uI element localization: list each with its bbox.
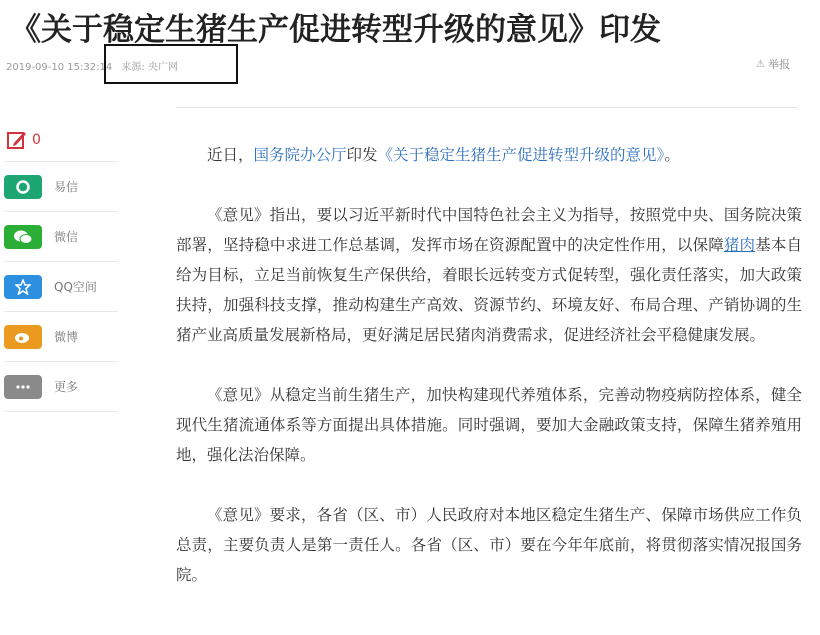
link-opinion-document[interactable]: 《关于稳定生猪生产促进转型升级的意见》: [377, 146, 665, 164]
paragraph-text: 印发: [346, 146, 378, 164]
article-source: 来源: 央广网: [121, 62, 178, 73]
share-sidebar: [4, 118, 118, 412]
paragraph-1: [176, 140, 802, 170]
qzone-star-icon: [4, 275, 42, 299]
more-dots-icon: [4, 375, 42, 399]
report-button[interactable]: [756, 56, 790, 72]
wechat-icon: [4, 225, 42, 249]
link-pork[interactable]: 猪肉: [723, 236, 756, 254]
share-label: 微信: [54, 230, 79, 244]
paragraph-text: 近日，: [207, 146, 254, 164]
comment-edit-icon: [6, 129, 28, 151]
paragraph-text: 《意见》指出，要以习近平新时代中国特色社会主义为指导，按照党中央、国务院决策部署，坚持稳中求进工作总基调，发挥市场在资源配置中的决定性作用，以保障: [176, 206, 802, 254]
report-label: 举报: [768, 58, 790, 71]
paragraph-text: 。: [664, 146, 680, 164]
paragraph-3: 《意见》从稳定当前生猪生产，加快构建现代养殖体系，完善动物疫病防控体系，健全现代生猪流通体系等方面提出具体措施。同时强调，要加大金融政策支持，保障生猪养殖用地，强化法治保障。: [176, 386, 802, 464]
link-state-council-office[interactable]: 国务院办公厅: [253, 146, 347, 164]
divider: [176, 107, 798, 108]
paragraph-4: 《意见》要求，各省（区、市）人民政府对本地区稳定生猪生产、保障市场供应工作负总责，主要负责人是第一责任人。各省（区、市）要在今年年底前，将贯彻落实情况报国务院。: [176, 506, 802, 584]
share-label: 易信: [54, 180, 79, 194]
yixin-icon: [4, 175, 42, 199]
share-weibo[interactable]: [4, 312, 118, 362]
share-qzone[interactable]: [4, 262, 118, 312]
publish-datetime: 2019-09-10 15:32:14: [6, 62, 113, 73]
share-wechat[interactable]: [4, 212, 118, 262]
comment-count: 0: [32, 131, 41, 148]
warning-icon: ⚠: [756, 58, 765, 70]
share-more[interactable]: [4, 362, 118, 412]
share-label: QQ空间: [54, 280, 97, 294]
paragraph-2: [176, 200, 802, 350]
highlight-box: [104, 44, 238, 84]
comment-button[interactable]: [4, 118, 118, 162]
share-label: 更多: [54, 380, 79, 394]
share-label: 微博: [54, 330, 79, 344]
article-headline: 《关于稳定生猪生产促进转型升级的意见》印发: [10, 12, 661, 48]
share-yixin[interactable]: [4, 162, 118, 212]
weibo-icon: [4, 325, 42, 349]
article-body: [176, 140, 802, 620]
paragraph-text: 基本自给为目标，立足当前恢复生产保供给，着眼长远转变方式促转型，强化责任落实，加大政策扶持，加强科技支撑，推动构建生产高效、资源节约、环境友好、布局合理、产销协调的生猪产业高质量发展新格局，更好满足居民猪肉消费需求，促进经济社会平稳健康发展。: [176, 236, 802, 344]
